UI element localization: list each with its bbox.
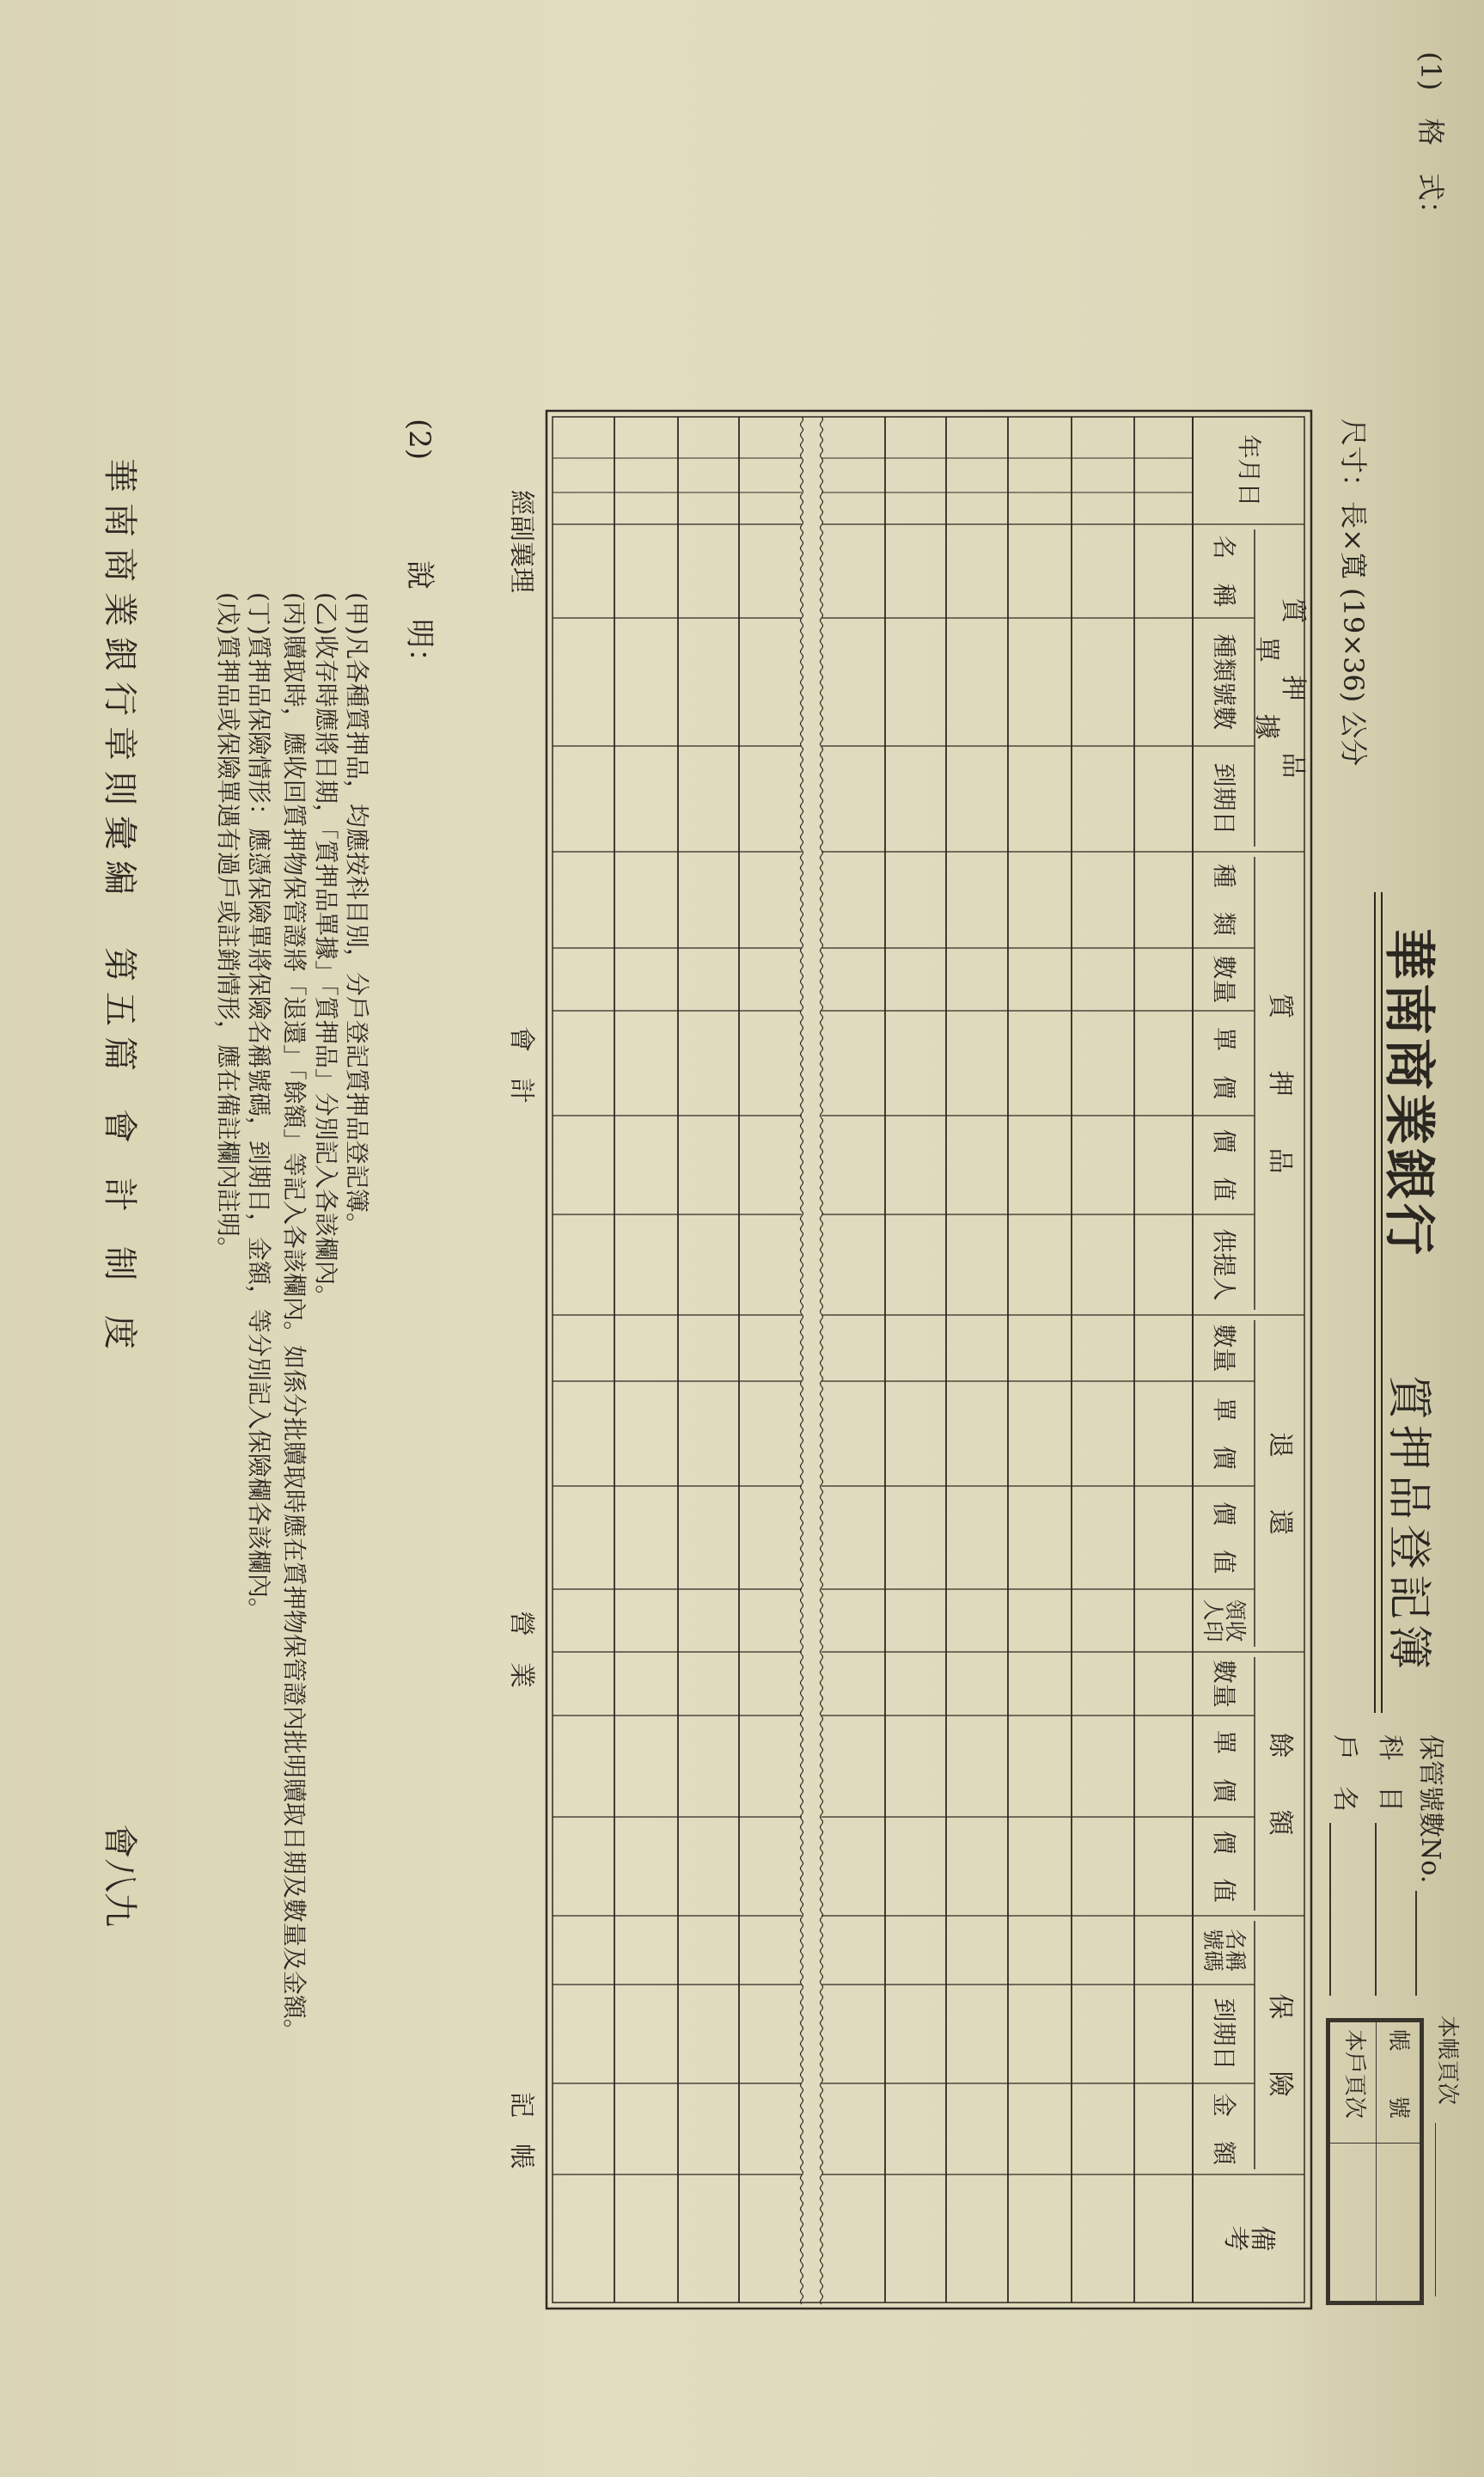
format-heading: (1) 格 式： [1414, 52, 1447, 229]
account-name-label: 戶 名 [1329, 1734, 1359, 1812]
header-subcolumn-label: 價 值 [1209, 1501, 1238, 1574]
header-subcolumn-label: 領收人印 [1200, 1599, 1249, 1642]
signature-manager: 經副襄理 [506, 490, 536, 593]
header-group [1251, 524, 1309, 852]
header-subcolumn-label: 種類號數 [1209, 633, 1238, 731]
header-subcolumn [1193, 1381, 1255, 1486]
header-date [1193, 417, 1304, 524]
header-subcolumn [1193, 1652, 1255, 1716]
header-subcolumn-label: 金 額 [1209, 2092, 1238, 2165]
header-group-label: 餘額 [1264, 1732, 1295, 1887]
header-subcolumn [1193, 1116, 1255, 1214]
header-subcolumn-label: 供提人 [1209, 1228, 1238, 1301]
header-group [1255, 1652, 1304, 1916]
header-group-label: 保險 [1264, 1993, 1295, 2149]
header-subcolumn-label: 數量 [1209, 1324, 1238, 1373]
ledger-entry-row[interactable] [821, 417, 885, 2303]
note-item: (戊)質押品或保險單遇有過戶或註銷情形，應在備註欄內註明。 [214, 592, 242, 1261]
header-group-label: 質押品 [1264, 993, 1295, 1226]
signature-bookkeeper: 記 帳 [506, 2092, 536, 2169]
header-subcolumn-label: 單 價 [1209, 1026, 1238, 1099]
header-subcolumn [1193, 524, 1255, 618]
ledger-entry-row[interactable] [553, 417, 614, 2303]
header-remarks [1193, 2174, 1304, 2381]
footer-part: 第五篇 [100, 947, 139, 1081]
note-item: (乙)收存時應將日期，「質押品單據」「質押品」分別記入各該欄內。 [312, 592, 340, 1309]
header-subcolumn-label: 價 值 [1209, 1128, 1238, 1202]
header-subcolumn-label: 數量 [1209, 955, 1238, 1004]
header-subcolumn-label: 單 價 [1209, 1397, 1238, 1470]
header-subcolumn-label: 到期日 [1209, 762, 1238, 835]
header-group [1255, 1916, 1304, 2174]
signature-accounting: 會 計 [506, 1026, 536, 1104]
header-subcolumn [1193, 852, 1255, 948]
header-subcolumn [1193, 618, 1255, 746]
account-no-label: 帳 號 [1385, 2029, 1411, 2119]
ledger-entry-row[interactable] [739, 417, 802, 2303]
footer-chapter: 會 計 制 度 [100, 1109, 139, 1349]
header-subcolumn [1193, 1315, 1255, 1381]
custody-no-label: 保管號數No. [1415, 1734, 1445, 1884]
notes-number: (2) [402, 419, 437, 461]
ledger-entry-row[interactable] [885, 417, 946, 2303]
header-group-label: 退還 [1264, 1432, 1295, 1587]
ledger-entry-row[interactable] [946, 417, 1008, 2303]
header-subcolumn [1193, 1214, 1255, 1315]
ledger-page-label: 本帳頁次 [1434, 2015, 1460, 2106]
note-item: (丁)質押品保險情形：應憑保險單將保險名稱號碼，到期日，金額，等分別記入保險欄各該欄內。 [245, 592, 273, 1622]
signature-business: 營 業 [506, 1611, 536, 1688]
header-subcolumn-label: 價 值 [1209, 1830, 1238, 1903]
header-subcolumn [1193, 1985, 1255, 2083]
notes-heading: 說 明： [402, 560, 437, 677]
header-subcolumn [1193, 1716, 1255, 1817]
header-subcolumn-label: 到期日 [1209, 1997, 1238, 2070]
header-group-label: 質押品單據 [1251, 597, 1309, 830]
footer-book-title: 華南商業銀行章則彙編 [100, 458, 139, 905]
header-remarks-label: 備 考 [1220, 2225, 1278, 2381]
header-subcolumn [1193, 2083, 1255, 2174]
header-subcolumn-label: 名稱號碼 [1200, 1928, 1249, 1972]
page-number: 會八九 [100, 1824, 139, 1927]
header-group [1255, 852, 1304, 1315]
header-subcolumn-label: 數量 [1209, 1659, 1238, 1708]
header-subcolumn-label: 種 類 [1209, 863, 1238, 936]
header-group [1255, 1315, 1304, 1652]
header-subcolumn [1193, 1916, 1255, 1985]
note-item: (甲)凡各種質押品，均應按科目別，分戶登記質押品登記簿。 [343, 592, 371, 1237]
form-title: 質押品登記簿 [1383, 1375, 1434, 1675]
header-subcolumn [1193, 1589, 1255, 1652]
header-subcolumn-label: 名 稱 [1209, 535, 1238, 608]
ledger-entry-row[interactable] [614, 417, 678, 2303]
bank-name: 華南商業銀行 [1378, 928, 1438, 1258]
ledger-entry-row[interactable] [678, 417, 739, 2303]
header-subcolumn [1193, 1486, 1255, 1589]
header-subcolumn [1193, 1011, 1255, 1116]
header-subcolumn-label: 單 價 [1209, 1729, 1238, 1802]
header-subcolumn [1193, 746, 1255, 852]
ledger-entry-row[interactable] [1134, 417, 1193, 2303]
account-page-label: 本戶頁次 [1341, 2029, 1367, 2119]
size-spec: 尺寸：長×寬 (19×36) 公分 [1337, 419, 1370, 767]
subject-label: 科 目 [1375, 1734, 1405, 1812]
header-subcolumn [1193, 1817, 1255, 1916]
note-item: (丙)贖取時，應收回質押物保管證將「退還」「餘額」等記入各該欄內。如係分批贖取時應在質押物保管證內批明贖取日期及數量及金額。 [280, 592, 308, 2043]
header-subcolumn [1193, 948, 1255, 1011]
ledger-entry-row[interactable] [1072, 417, 1134, 2303]
ledger-entry-row[interactable] [1008, 417, 1072, 2303]
header-date-label: 年月日 [1234, 434, 1263, 507]
